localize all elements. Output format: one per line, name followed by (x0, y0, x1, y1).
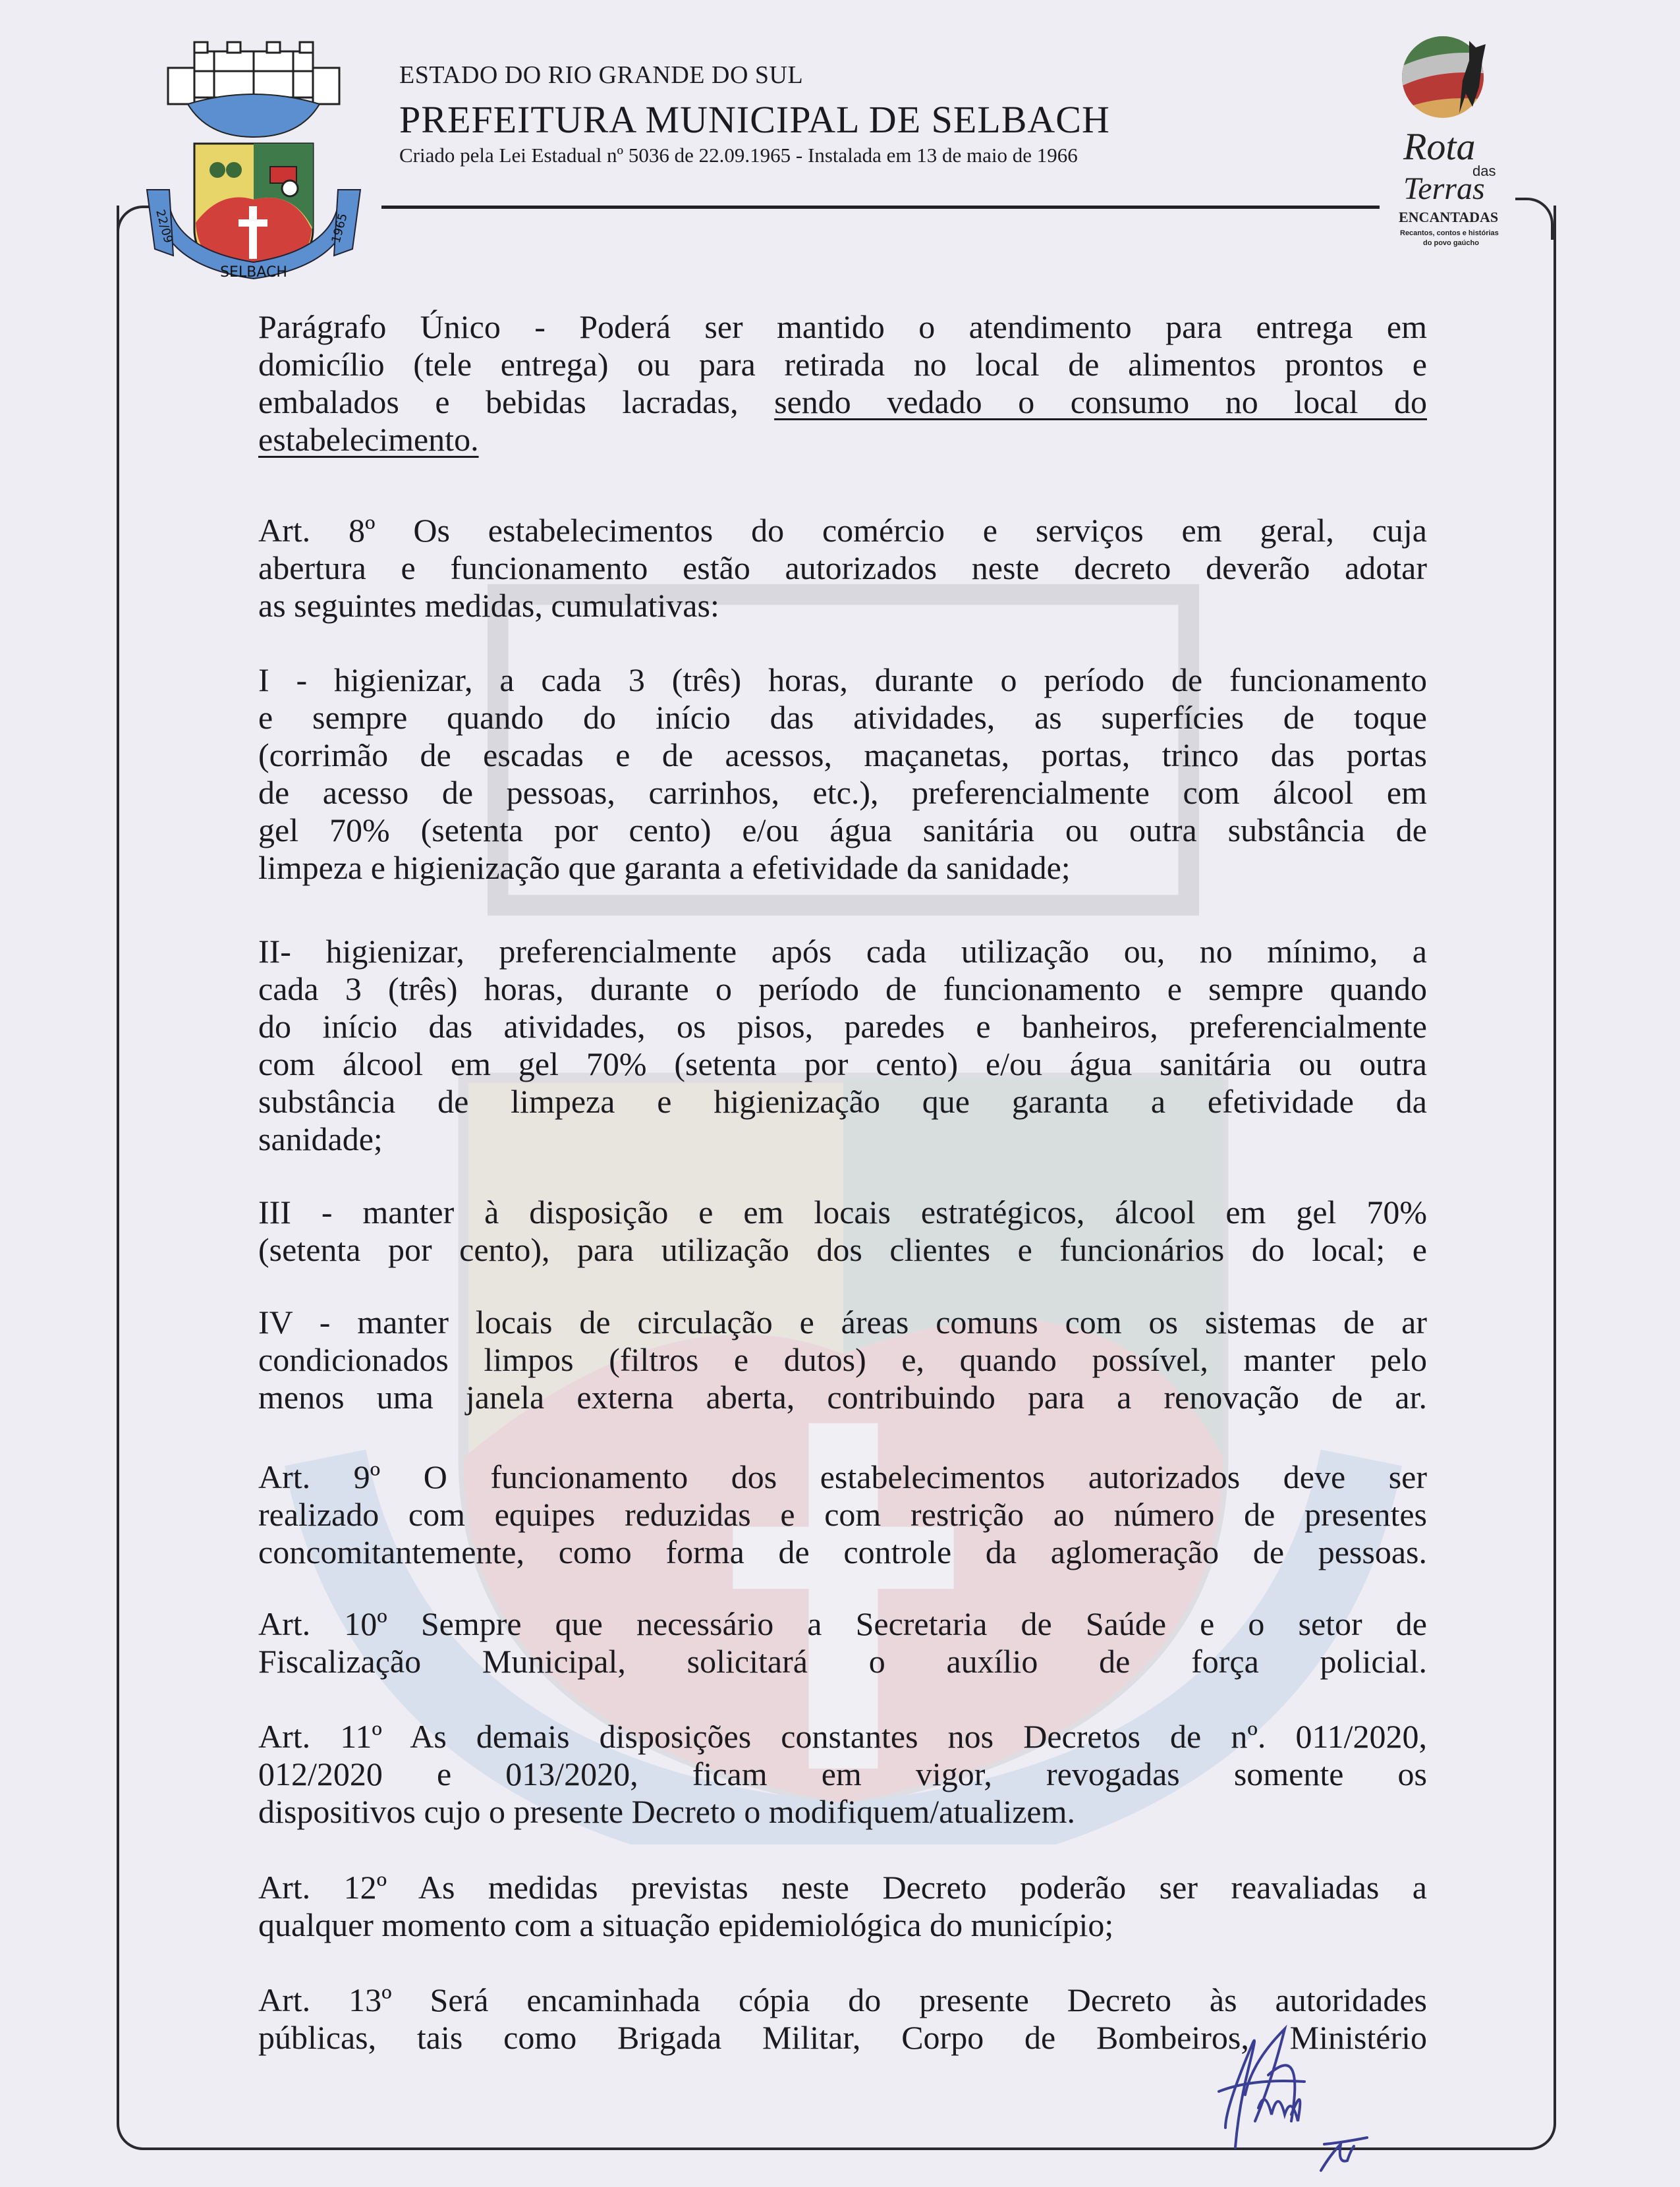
text-line: realizado com equipes reduzidas e com restrição ao número de presentes (258, 1496, 1427, 1533)
text-line: com álcool em gel 70% (setenta por cento) e/ou água sanitária ou outra (258, 1045, 1427, 1082)
rota-logo-tagline1: Recantos, contos e histórias (1400, 229, 1499, 237)
text-line: Fiscalização Municipal, solicitará o auxílio de força policial. (258, 1643, 1427, 1680)
text-line: Parágrafo Único - Poderá ser mantido o atendimento para entrega em (258, 308, 1427, 345)
text-line: do início das atividades, os pisos, paredes e banheiros, preferencialmente (258, 1008, 1427, 1045)
text-line (258, 421, 1427, 458)
text-line: Art. 10º Sempre que necessário a Secretaria de Saúde e o setor de (258, 1605, 1427, 1642)
header-subtitle: Criado pela Lei Estadual nº 5036 de 22.09.1965 - Instalada em 13 de maio de 1966 (399, 144, 1078, 167)
paragraph-art-12 (258, 1869, 1427, 1944)
text-line: as seguintes medidas, cumulativas: (258, 587, 719, 624)
paragraph-art-8 (258, 512, 1427, 624)
text-line: Art. 8º Os estabelecimentos do comércio e serviços em geral, cuja (258, 512, 1427, 549)
paragraph-art-11 (258, 1718, 1427, 1831)
text-line: domicílio (tele entrega) ou para retirada no local de alimentos prontos e (258, 346, 1427, 383)
text-line: menos uma janela externa aberta, contribuindo para a renovação de ar. (258, 1379, 1427, 1416)
ribbon-text: SELBACH (220, 264, 287, 281)
rota-logo-line3: Terras (1403, 171, 1485, 206)
text-line: Art. 11º As demais disposições constantes nos Decretos de nº. 011/2020, (258, 1718, 1427, 1755)
rota-logo-line2: das (1472, 163, 1496, 179)
paragraph-inciso-ii (258, 933, 1427, 1158)
rota-logo-tagline2: do povo gaúcho (1423, 239, 1479, 247)
underlined-text: sendo vedado o consumo no local do (774, 383, 1427, 420)
text-line: e sempre quando do início das atividades, as superfícies de toque (258, 699, 1427, 736)
paragraph-inciso-i (258, 661, 1427, 887)
text-line: III - manter à disposição e em locais estratégicos, álcool em gel 70% (258, 1194, 1427, 1231)
ribbon-left-date: 22/09 (153, 208, 175, 245)
text-line: Art. 13º Será encaminhada cópia do presente Decreto às autoridades (258, 1981, 1427, 2018)
header-divider (381, 206, 1380, 209)
paragraph-art-10 (258, 1605, 1427, 1680)
text-line: IV - manter locais de circulação e áreas comuns com os sistemas de ar (258, 1304, 1427, 1341)
text-line: substância de limpeza e higienização que garanta a efetividade da (258, 1083, 1427, 1120)
text-line: II- higienizar, preferencialmente após cada utilização ou, no mínimo, a (258, 933, 1427, 970)
text-line: cada 3 (três) horas, durante o período de funcionamento e sempre quando (258, 970, 1427, 1007)
text-line: (setenta por cento), para utilização dos clientes e funcionários do local; e (258, 1231, 1427, 1268)
rota-das-terras-logo (1393, 34, 1525, 258)
text-line: limpeza e higienização que garanta a efetividade da sanidade; (258, 849, 1071, 886)
text-line: Art. 9º O funcionamento dos estabelecimentos autorizados deve ser (258, 1458, 1427, 1495)
text-line: (corrimão de escadas e de acessos, maçanetas, portas, trinco das portas (258, 736, 1427, 773)
paragraph-inciso-iv (258, 1304, 1427, 1416)
paragraph-inciso-iii (258, 1194, 1427, 1269)
text-line: de acesso de pessoas, carrinhos, etc.), preferencialmente com álcool em (258, 774, 1427, 811)
text-line: públicas, tais como Brigada Militar, Corpo de Bombeiros, Ministério (258, 2019, 1427, 2056)
text-segment: embalados e bebidas lacradas, (258, 383, 775, 420)
header-state: ESTADO DO RIO GRANDE DO SUL (399, 61, 804, 89)
signature (1212, 2016, 1370, 2187)
rota-logo-line4: ENCANTADAS (1399, 209, 1499, 225)
page-border (117, 206, 1556, 2150)
text-line: abertura e funcionamento estão autorizados neste decreto deverão adotar (258, 549, 1427, 586)
text-line: Art. 12º As medidas previstas neste Decreto poderão ser reavaliadas a (258, 1869, 1427, 1906)
rota-logo-line1: Rota (1403, 125, 1476, 168)
paragraph-paragrafo-unico (258, 308, 1427, 458)
header-title: PREFEITURA MUNICIPAL DE SELBACH (399, 98, 1110, 141)
text-line: dispositivos cujo o presente Decreto o modifiquem/atualizem. (258, 1793, 1075, 1830)
text-line: gel 70% (setenta por cento) e/ou água sanitária ou outra substância de (258, 812, 1427, 848)
text-line: sanidade; (258, 1121, 383, 1157)
coat-of-arms-logo (142, 38, 366, 283)
text-line: condicionados limpos (filtros e dutos) e, quando possível, manter pelo (258, 1341, 1427, 1378)
ribbon-right-date: 1965 (329, 211, 350, 245)
text-line: 012/2020 e 013/2020, ficam em vigor, revogadas somente os (258, 1756, 1427, 1792)
text-line: qualquer momento com a situação epidemiológica do município; (258, 1906, 1114, 1943)
paragraph-art-9 (258, 1458, 1427, 1571)
text-line (258, 383, 1427, 421)
text-line: concomitantemente, como forma de controle da aglomeração de pessoas. (258, 1534, 1427, 1570)
text-line: I - higienizar, a cada 3 (três) horas, durante o período de funcionamento (258, 661, 1427, 698)
underlined-text: estabelecimento. (258, 421, 479, 458)
